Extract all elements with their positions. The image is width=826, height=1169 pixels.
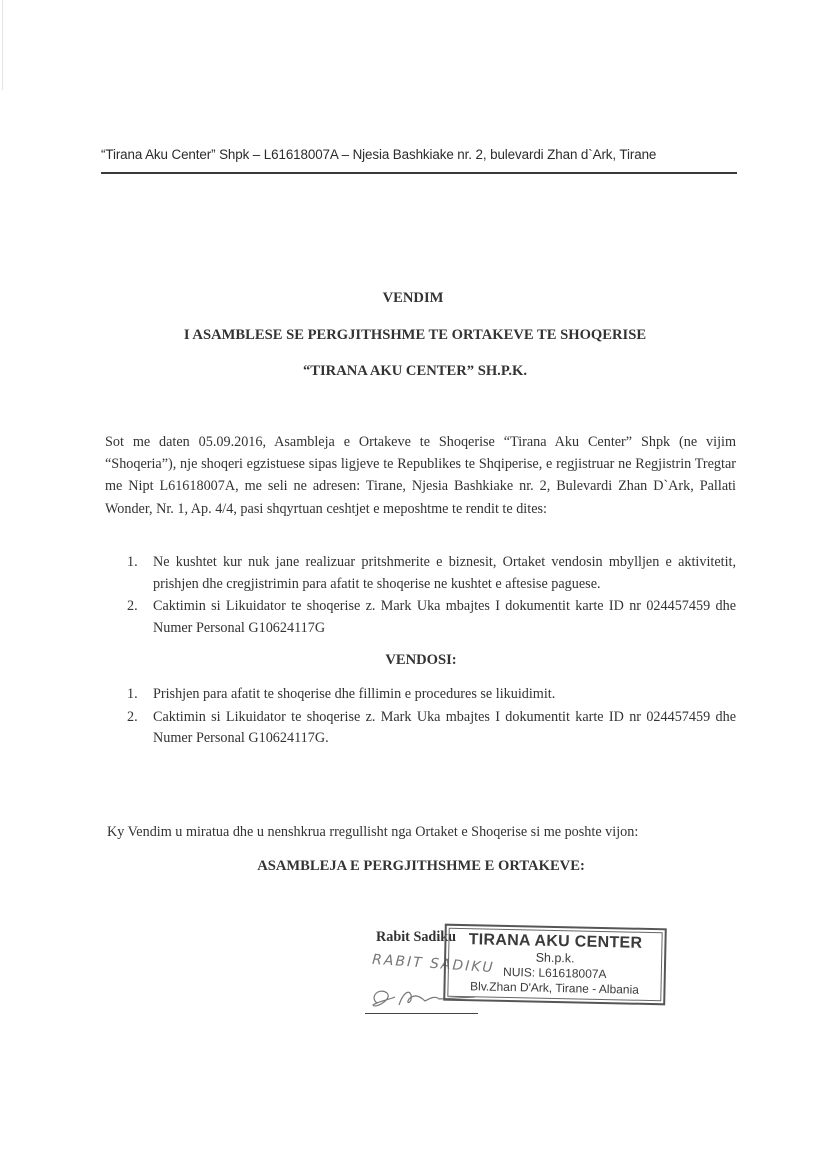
stamp-nuis: NUIS: L61618007A (502, 964, 607, 982)
company-stamp (443, 924, 667, 1006)
decision-item-number: 2. (127, 708, 138, 725)
stamp-address: Blv.Zhan D'Ark, Tirane - Albania (469, 979, 640, 997)
agenda-list (105, 552, 736, 640)
closing-statement: Ky Vendim u miratua dhe u nenshkrua rregullisht nga Ortaket e Shoqerise si me poshte vijon: (107, 824, 639, 840)
decision-item-number: 1. (127, 686, 138, 702)
decision-item (105, 684, 736, 706)
agenda-item-text: Ne kushtet kur nuk jane realizuar pritshmerite e biznesit, Ortaket vendosin mbylljen e aktivitetit, prishjen dhe cregjistrimin para afatit te shoqerise ne kushtet e aftesise paguese. (153, 554, 736, 592)
agenda-item (105, 552, 736, 595)
decision-list (105, 684, 736, 751)
handwritten-name: RABIT SADIKU (371, 951, 496, 977)
stamp-company-name: TIRANA AKU CENTER (468, 931, 643, 952)
letterhead: “Tirana Aku Center” Shpk – L61618007A – Njesia Bashkiake nr. 2, bulevardi Zhan d`Ark, Tirane (101, 147, 657, 162)
decision-item (105, 707, 736, 750)
decision-item-text: Caktimin si Likuidator te shoqerise z. Mark Uka mbajtes I dokumentit karte ID nr 024457459 dhe Numer Personal G10624117G. (153, 708, 736, 746)
document-subtitle: I ASAMBLESE SE PERGJITHSHME TE ORTAKEVE TE SHOQERISE (183, 327, 647, 343)
agenda-item-number: 2. (127, 598, 138, 614)
decision-item-text: Prishjen para afatit te shoqerise dhe fillimin e procedures se likuidimit. (153, 686, 556, 702)
scan-edge (2, 0, 3, 90)
assembly-heading: ASAMBLEJA E PERGJITHSHME E ORTAKEVE: (257, 858, 585, 874)
decision-heading: VENDOSI: (385, 652, 457, 668)
agenda-item (105, 596, 736, 639)
signature-line (365, 1013, 478, 1014)
letterhead-divider (101, 172, 737, 174)
company-stamp-inner (447, 928, 662, 1001)
agenda-item-text: Caktimin si Likuidator te shoqerise z. Mark Uka mbajtes I dokumentit karte ID nr 024457459 dhe Numer Personal G10624117G (153, 598, 736, 636)
stamp-company-type: Sh.p.k. (535, 950, 575, 966)
document-title: VENDIM (382, 290, 444, 306)
signer-name: Rabit Sadiku (376, 929, 457, 945)
intro-paragraph: Sot me daten 05.09.2016, Asambleja e Ortakeve te Shoqerise “Tirana Aku Center” Shpk (ne vijim “Shoqeria”), nje shoqeri egzistuese sipas ligjeve te Republikes te Shqiperise, e regjistruar ne Regjistrin Tregtar me Nipt L61618007A, me seli ne adresen: Tirane, Njesia Bashkiake nr. 2, Bulevardi Zhan D`Ark, Pallati Wonder, Nr. 1, Ap. 4/4, pasi shqyrtuan ceshtjet e meposhtme te rendit te dites: (105, 434, 736, 517)
agenda-item-number: 1. (127, 554, 138, 570)
company-title: “TIRANA AKU CENTER” SH.P.K. (302, 363, 528, 379)
